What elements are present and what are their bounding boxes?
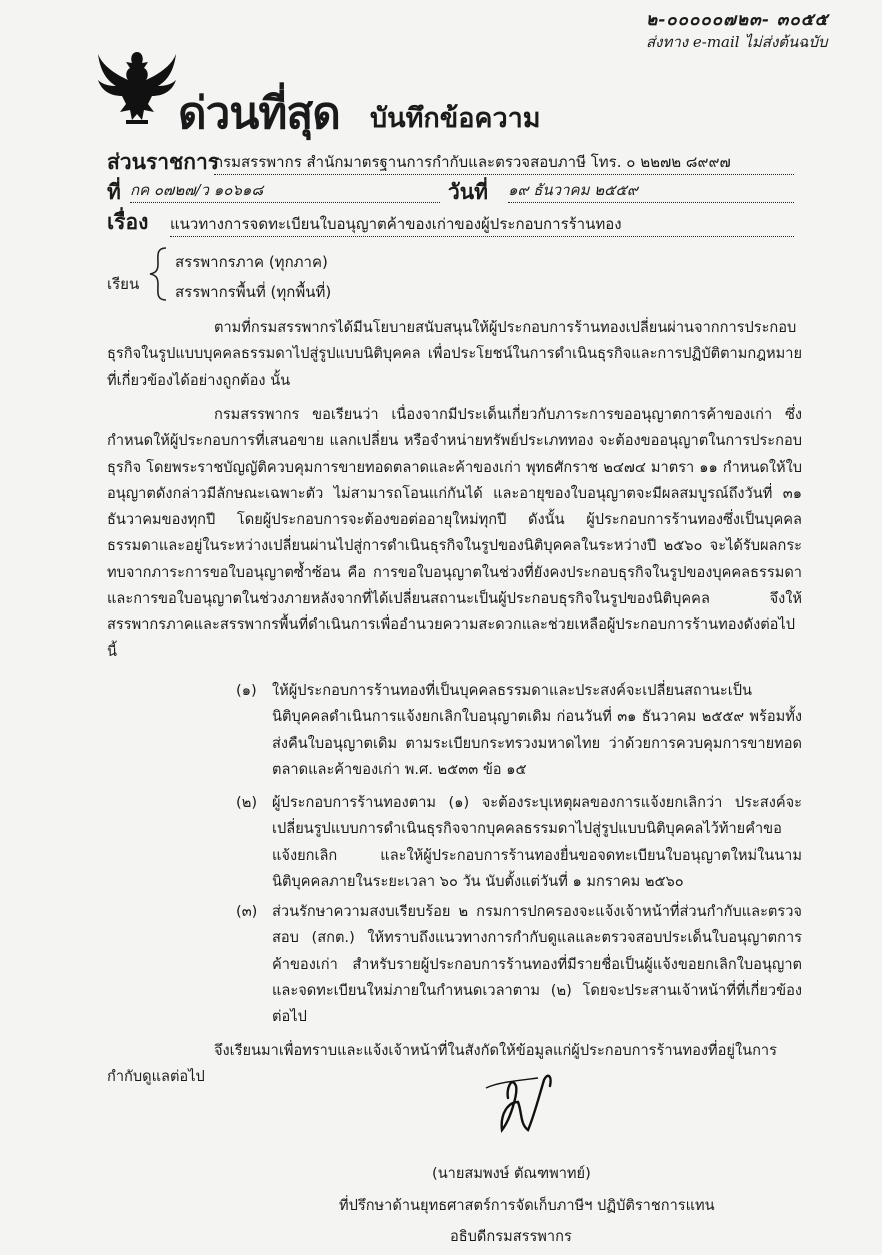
signer-organization: อธิบดีกรมสรรพากร [450,1228,572,1245]
list-item-text: ให้ผู้ประกอบการร้านทองที่เป็นบุคคลธรรมดาและประสงค์จะเปลี่ยนสถานะเป็นนิติบุคคลดำเนินการแจ้งยกเลิกใบอนุญาตเดิม ก่อนวันที่ ๓๑ ธันวาคม ๒๕๕๙ พร้อมทั้งส่งคืนใบอนุญาตเดิม ตามระเบียบกระทรวงมหาดไทย ว่าด้วยการควบคุมการขายทอดตลาดและค้าของเก่า พ.ศ. ๒๕๓๓ ข้อ ๑๕ [272,682,802,778]
list-item [236,678,802,783]
urgency-heading: ด่วนที่สุด [178,88,340,139]
list-item-number: (๑) [236,682,257,699]
date-label: วันที่ [448,180,488,204]
signature-icon [478,1058,574,1140]
addressee-item: สรรพากรพื้นที่ (ทุกพื้นที่) [175,283,332,301]
email-note: ส่งทาง e-mail ไม่ส่งต้นฉบับ [646,33,828,51]
list-item-number: (๓) [236,903,258,920]
addressee-item: สรรพากรภาค (ทุกภาค) [175,253,328,271]
addressee-label: เรียน [107,275,140,293]
list-item [236,899,802,1030]
body-paragraph-intro: ตามที่กรมสรรพากรได้มีนโยบายสนับสนุนให้ผู้ประกอบการร้านทองเปลี่ยนผ่านจากการประกอบธุรกิจในรูปแบบบุคคลธรรมดาไปสู่รูปแบบนิติบุคคล เพื่อประโยชน์ในการดำเนินธุรกิจและการปฏิบัติตามกฎหมายที่เกี่ยวข้องได้อย่างถูกต้อง นั้น [107,319,802,389]
body-paragraph-closing: จึงเรียนมาเพื่อทราบและแจ้งเจ้าหน้าที่ในสังกัดให้ข้อมูลแก่ผู้ประกอบการร้านทองที่อยู่ในการกำกับดูแลต่อไป [107,1042,777,1086]
signer-name: (นายสมพงษ์ ตัณฑพาทย์) [432,1165,591,1182]
agency-value: กรมสรรพากร สำนักมาตรฐานการกำกับและตรวจสอบภาษี โทร. ๐ ๒๒๗๒ ๘๙๙๗ [214,150,794,175]
list-item [236,790,802,895]
subject-value: แนวทางการจดทะเบียนใบอนุญาตค้าของเก่าของผู้ประกอบการร้านทอง [170,212,794,237]
document-date: ๑๙ ธันวาคม ๒๕๕๙ [508,178,794,203]
agency-label: ส่วนราชการ [107,150,220,174]
body-paragraph-main: กรมสรรพากร ขอเรียนว่า เนื่องจากมีประเด็นเกี่ยวกับภาระการขออนุญาตการค้าของเก่า ซึ่งกำหนดให้ผู้ประกอบการที่เสนอขาย แลกเปลี่ยน หรือจำหน่ายทรัพย์ประเภททอง จะต้องขออนุญาตในการประกอบธุรกิจ โดยพระราชบัญญัติควบคุมการขายทอดตลาดและค้าของเก่า พุทธศักราช ๒๔๗๔ มาตรา ๑๑ กำหนดให้ใบอนุญาตดังกล่าวมีลักษณะเฉพาะตัว ไม่สามารถโอนแก่กันได้ และอายุของใบอนุญาตจะมีผลสมบูรณ์ถึงวันที่ ๓๑ ธันวาคมของทุกปี โดยผู้ประกอบการจะต้องขอต่ออายุใหม่ทุกปี ดังนั้น ผู้ประกอบการร้านทองซึ่งเป็นบุคคลธรรมดาและอยู่ในระหว่างเปลี่ยนผ่านไปสู่การดำเนินธุรกิจในรูปของนิติบุคคลในระหว่างปี ๒๕๖๐ จะได้รับผลกระทบจากภาระการขอใบอนุญาตซ้ำซ้อน คือ การขอใบอนุญาตในช่วงที่ยังคงประกอบธุรกิจในรูปของบุคคลธรรมดาและการขอใบอนุญาตในช่วงภายหลังจากที่ได้เปลี่ยนสถานะเป็นผู้ประกอบธุรกิจในรูปของนิติบุคคล จึงให้สรรพากรภาคและสรรพากรพื้นที่ดำเนินการเพื่ออำนวยความสะดวกและช่วยเหลือผู้ประกอบการร้านทองดังต่อไปนี้ [107,406,802,660]
list-item-number: (๒) [236,794,258,811]
brace-icon [146,246,170,302]
list-item-text: ส่วนรักษาความสงบเรียบร้อย ๒ กรมการปกครองจะแจ้งเจ้าหน้าที่ส่วนกำกับและตรวจสอบ (สกต.) ให้ทราบถึงแนวทางการกำกับดูแลและตรวจสอบประเด็นใบอนุญาตการค้าของเก่า สำหรับรายผู้ประกอบการร้านทองที่มีรายชื่อเป็นผู้แจ้งขอยกเลิกใบอนุญาต และจดทะเบียนใหม่ภายในกำหนดเวลาตาม (๒) โดยจะประสานเจ้าหน้าที่ที่เกี่ยวข้องต่อไป [272,903,802,1026]
document-number: กค ๐๗๒๗/ว ๑๐๖๑๘ [130,178,440,203]
signer-position: ที่ปรึกษาด้านยุทธศาสตร์การจัดเก็บภาษีฯ ปฏิบัติราชการแทน [339,1197,715,1214]
list-item-text: ผู้ประกอบการร้านทองตาม (๑) จะต้องระบุเหตุผลของการแจ้งยกเลิกว่า ประสงค์จะเปลี่ยนรูปแบบการดำเนินธุรกิจจากบุคคลธรรมดาไปสู่รูปแบบนิติบุคคลไว้ท้ายคำขอแจ้งยกเลิก และให้ผู้ประกอบการร้านทองยื่นขอจดทะเบียนใบอนุญาตใหม่ในนามนิติบุคคลภายในระยะเวลา ๖๐ วัน นับตั้งแต่วันที่ ๑ มกราคม ๒๕๖๐ [272,794,802,890]
garuda-emblem-icon [96,46,178,130]
document-type: บันทึกข้อความ [370,103,541,134]
subject-label: เรื่อง [107,210,149,234]
reference-code: ๒-๐๐๐๐๐๗๒๓- ๓๐๕๕ [646,10,829,30]
number-label: ที่ [107,180,121,204]
